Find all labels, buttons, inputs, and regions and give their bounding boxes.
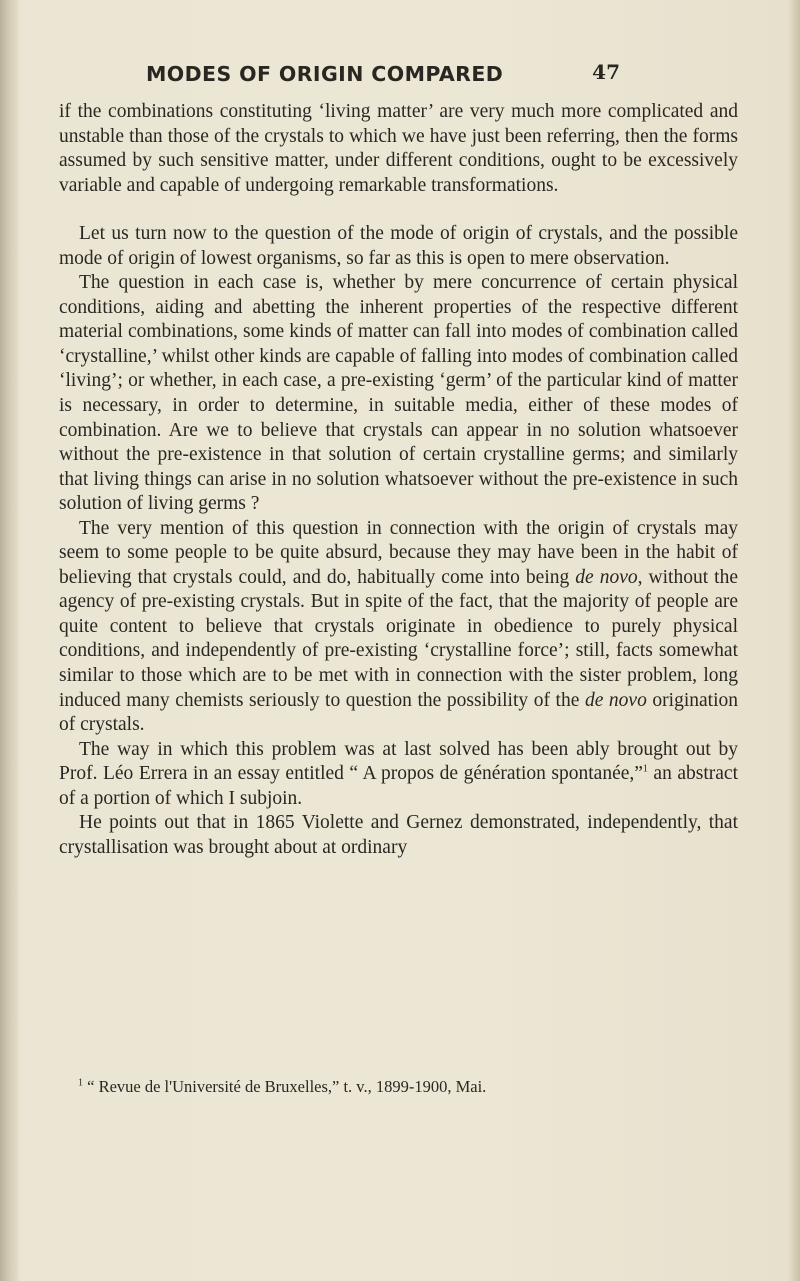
running-header: MODES OF ORIGIN COMPARED (146, 62, 504, 86)
paragraph-1: if the combinations constituting ‘living matter’ are very much more complicated and unstable than those of the crystals to which we have just been referring, then the forms assumed by such sensitive matter, under different conditions, ought to be excessively variable and capable of undergoing remarkable transformations. (59, 101, 738, 196)
paragraph-6: He points out that in 1865 Violette and Gernez demonstrated, independently, that crystallisation was brought about at ordinary (59, 812, 738, 858)
paragraph-5-part-2: an abstract of a portion of which I subjoin. (59, 763, 738, 809)
paragraph-4-italic-1: de novo (575, 566, 638, 588)
footnote-text: “ Revue de l'Université de Bruxelles,” t. v., 1899-1900, Mai. (83, 1077, 487, 1096)
page-binding-edge (0, 0, 18, 1281)
footnote-reference: 1 (642, 763, 648, 775)
page-right-edge (788, 0, 800, 1281)
paragraph-4-part-3: origination of crystals. (59, 689, 738, 736)
paragraph-5 (59, 738, 738, 812)
paragraph-4-italic-2: de novo (584, 689, 647, 711)
footnote-marker: 1 (78, 1077, 83, 1089)
footnote (78, 1077, 758, 1097)
paragraph-2: Let us turn now to the question of the mode of origin of crystals, and the possible mode of origin of lowest organisms, so far as this is open to mere observation. (59, 223, 738, 269)
paragraph-3: The question in each case is, whether by mere concurrence of certain physical conditions, aiding and abetting the inherent properties of the respective different material combinations, some kinds of matter can fall into modes of combination called ‘crystalline,’ whilst other kinds are capable of falling into modes of combination called ‘living’; or whether, in each case, a pre-existing ‘germ’ of the particular kind of matter is necessary, in order to determine, in suitable media, either of these modes of combination. Are we to believe that crystals can appear in no solution whatsoever without the pre-existence in that solution of certain crystalline germs; and similarly that living things can arise in no solution whatsoever without the pre-existence in such solution of living germs ? (59, 272, 738, 515)
body-text (59, 100, 738, 860)
page-number: 47 (592, 60, 620, 84)
paragraph-5-part-1: The way in which this problem was at last solved has been ably brought out by Prof. Léo Errera in an essay entitled “ A propos de génération spontanée,” (59, 738, 738, 785)
paragraph-4-part-2: , without the agency of pre-existing crystals. But in spite of the fact, that the majority of people are quite content to believe that crystals originate in obedience to purely physical conditions, and independently of pre-existing ‘crystalline force’; still, facts somewhat similar to those which are to be met with in connection with the sister problem, long induced many chemists seriously to question the possibility of the (59, 566, 738, 711)
paragraph-4 (59, 517, 738, 738)
paragraph-4-part-1: The very mention of this question in connection with the origin of crystals may seem to some people to be quite absurd, because they may have been in the habit of believing that crystals could, and do, habitually come into being (59, 517, 738, 588)
